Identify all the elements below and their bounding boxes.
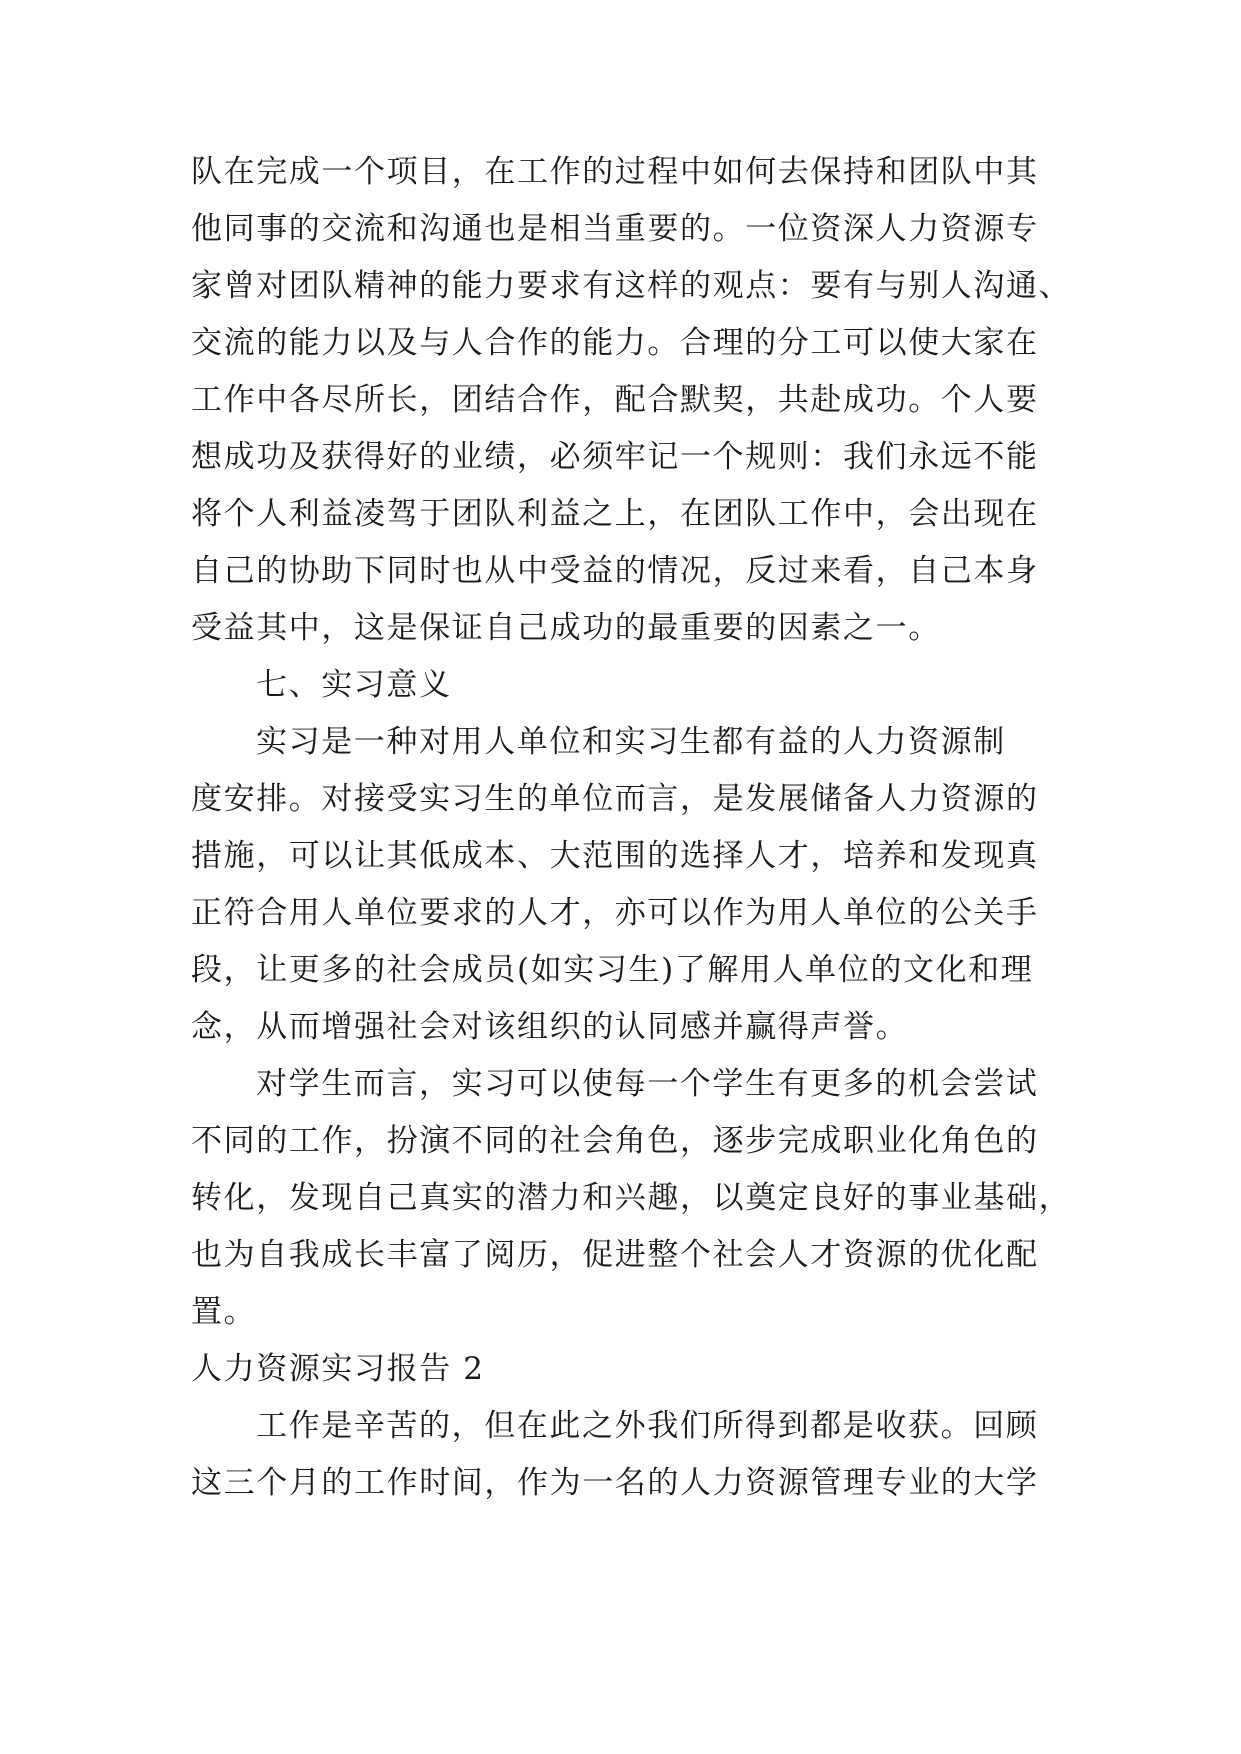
body-line: 交流的能力以及与人合作的能力。合理的分工可以使大家在 [191, 325, 1039, 361]
paragraph-first-line: 对学生而言，实习可以使每一个学生有更多的机会尝试 [256, 1066, 1039, 1102]
body-line: 队在完成一个项目，在工作的过程中如何去保持和团队中其 [191, 154, 1039, 190]
body-line: 这三个月的工作时间，作为一名的人力资源管理专业的大学 [191, 1465, 1039, 1501]
body-line: 念，从而增强社会对该组织的认同感并赢得声誉。 [191, 1009, 909, 1045]
body-line: 他同事的交流和沟通也是相当重要的。一位资深人力资源专 [191, 211, 1039, 247]
report-title: 人力资源实习报告 2 [191, 1351, 485, 1387]
body-line: 不同的工作，扮演不同的社会角色，逐步完成职业化角色的 [191, 1123, 1039, 1159]
body-line: 转化，发现自己真实的潜力和兴趣，以奠定良好的事业基础， [191, 1180, 1072, 1216]
body-line: 段，让更多的社会成员(如实习生)了解用人单位的文化和理 [191, 952, 1034, 988]
body-line: 将个人利益凌驾于团队利益之上，在团队工作中，会出现在 [191, 496, 1039, 532]
body-line: 措施，可以让其低成本、大范围的选择人才，培养和发现真 [191, 838, 1039, 874]
body-line: 正符合用人单位要求的人才，亦可以作为用人单位的公关手 [191, 895, 1039, 931]
body-line: 置。 [191, 1294, 257, 1330]
body-line: 自己的协助下同时也从中受益的情况，反过来看，自己本身 [191, 553, 1039, 589]
body-line: 想成功及获得好的业绩，必须牢记一个规则：我们永远不能 [191, 439, 1039, 475]
body-line: 受益其中，这是保证自己成功的最重要的因素之一。 [191, 610, 941, 646]
body-line: 度安排。对接受实习生的单位而言，是发展储备人力资源的 [191, 781, 1039, 817]
body-line: 家曾对团队精神的能力要求有这样的观点：要有与别人沟通、 [191, 268, 1072, 304]
paragraph-first-line: 实习是一种对用人单位和实习生都有益的人力资源制 [256, 724, 1006, 760]
section-heading: 七、实习意义 [256, 667, 452, 703]
body-line: 也为自我成长丰富了阅历，促进整个社会人才资源的优化配 [191, 1237, 1039, 1273]
paragraph-first-line: 工作是辛苦的，但在此之外我们所得到都是收获。回顾 [256, 1408, 1039, 1444]
body-line: 工作中各尽所长，团结合作，配合默契，共赴成功。个人要 [191, 382, 1039, 418]
